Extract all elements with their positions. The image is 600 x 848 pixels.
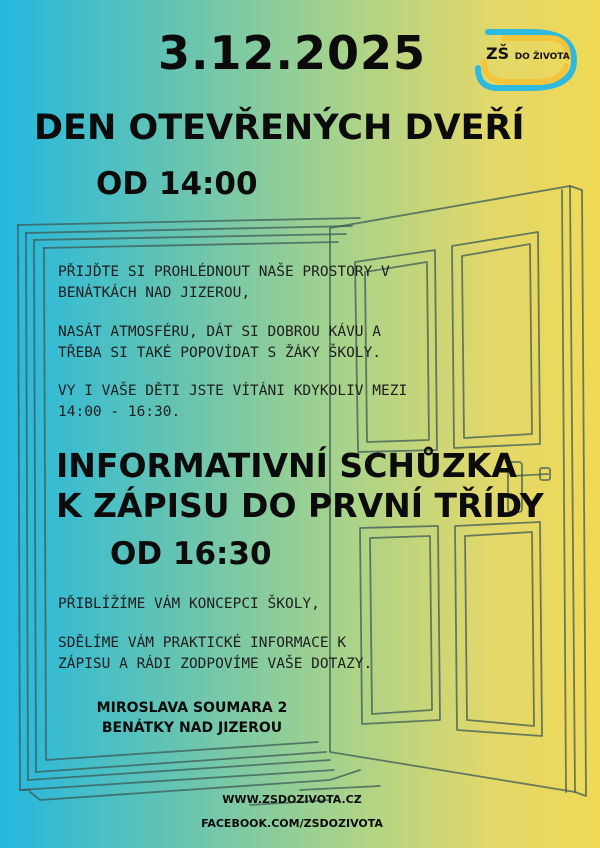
logo-main: ZŠ: [486, 44, 510, 63]
event-title: DEN OTEVŘENÝCH DVEŘÍ: [34, 108, 525, 148]
facebook-link[interactable]: FACEBOOK.COM/ZSDOZIVOTA: [201, 817, 383, 830]
meeting-title: INFORMATIVNÍ SCHŮZKA K ZÁPISU DO PRVNÍ TŘÍDY: [56, 446, 544, 525]
intro-paragraph-2: NASÁT ATMOSFÉRU, DÁT SI DOBROU KÁVU A TŘEBA SI TAKÉ POPOVÍDAT S ŽÁKY ŠKOLY.: [58, 324, 382, 361]
meeting-time: OD 16:30: [110, 536, 272, 572]
meeting-paragraph-1: PŘIBLÍŽÍME VÁM KONCEPCI ŠKOLY,: [58, 596, 320, 612]
website-link[interactable]: WWW.ZSDOZIVOTA.CZ: [222, 793, 362, 806]
school-address: MIROSLAVA SOUMARA 2 BENÁTKY NAD JIZEROU: [96, 700, 288, 736]
logo-sub: DO ŽIVOTA: [514, 52, 570, 62]
open-time: OD 14:00: [96, 166, 258, 202]
intro-paragraph-3: VY I VAŠE DĚTI JSTE VÍTÁNI KDYKOLIV MEZI 14:00 - 16:30.: [58, 383, 408, 420]
meeting-paragraph-2: SDĚLÍME VÁM PRAKTICKÉ INFORMACE K ZÁPISU A RÁDI ZODPOVÍME VAŠE DOTAZY.: [58, 635, 373, 672]
event-date: 3.12.2025: [158, 26, 426, 80]
intro-paragraph-1: PŘIJĎTE SI PROHLÉDNOUT NAŠE PROSTORY V BENÁTKÁCH NAD JIZEROU,: [58, 264, 390, 301]
